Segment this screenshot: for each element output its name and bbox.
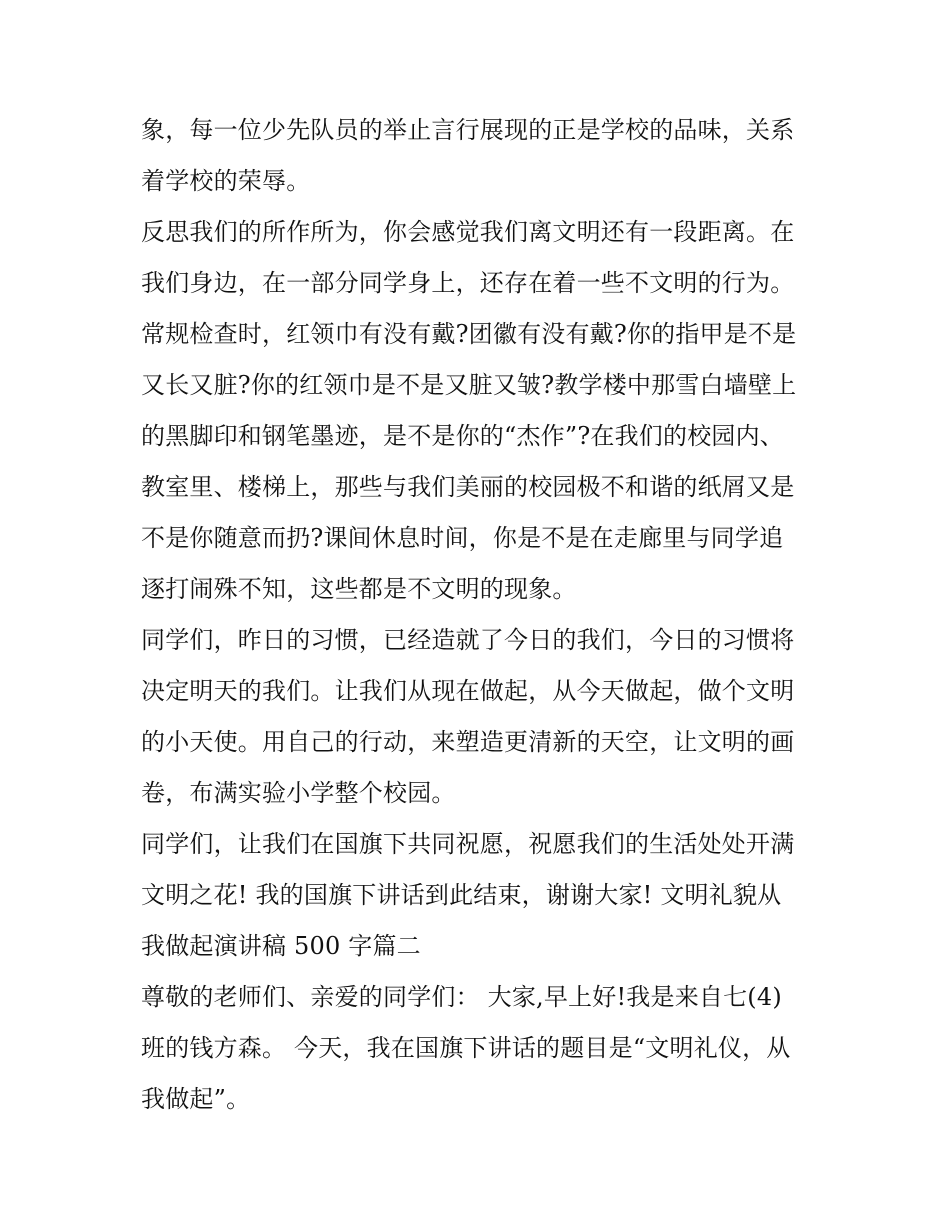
text-line: 教室里、楼梯上，那些与我们美丽的校园极不和谐的纸屑又是 bbox=[141, 473, 795, 501]
text-line: 象，每一位少先队员的举止言行展现的正是学校的品味，关系 bbox=[141, 116, 795, 144]
text-line: 的黑脚印和钢笔墨迹，是不是你的“杰作”?在我们的校园内、 bbox=[141, 422, 785, 450]
document-body bbox=[141, 105, 821, 1125]
text-line: 决定明天的我们。让我们从现在做起，从今天做起，做个文明 bbox=[141, 677, 795, 705]
text-line: 班的钱方森。 今天，我在国旗下讲话的题目是“文明礼仪，从 bbox=[141, 1034, 791, 1062]
text-line: 的小天使。用自己的行动，来塑造更清新的天空，让文明的画 bbox=[141, 728, 795, 756]
text-line: 着学校的荣辱。 bbox=[141, 167, 311, 195]
text-line: 尊敬的老师们、亲爱的同学们： 大家,早上好!我是来自七(4) bbox=[141, 983, 782, 1011]
text-line: 逐打闹殊不知，这些都是不文明的现象。 bbox=[141, 575, 577, 603]
text-line: 我做起”。 bbox=[141, 1085, 251, 1113]
text-line: 我做起演讲稿 500 字篇二 bbox=[141, 932, 421, 960]
text-line: 反思我们的所作所为，你会感觉我们离文明还有一段距离。在 bbox=[141, 218, 795, 246]
text-line: 不是你随意而扔?课间休息时间，你是不是在走廊里与同学追 bbox=[141, 524, 784, 552]
text-line: 同学们，昨日的习惯，已经造就了今日的我们，今日的习惯将 bbox=[141, 626, 795, 654]
text-line: 同学们，让我们在国旗下共同祝愿，祝愿我们的生活处处开满 bbox=[141, 830, 795, 858]
text-line: 又长又脏?你的红领巾是不是又脏又皱?教学楼中那雪白墙壁上 bbox=[141, 371, 797, 399]
text-line: 卷，布满实验小学整个校园。 bbox=[141, 779, 456, 807]
text-line: 常规检查时，红领巾有没有戴?团徽有没有戴?你的指甲是不是 bbox=[141, 320, 797, 348]
text-line: 文明之花! 我的国旗下讲话到此结束，谢谢大家! 文明礼貌从 bbox=[141, 881, 782, 909]
text-line: 我们身边，在一部分同学身上，还存在着一些不文明的行为。 bbox=[141, 269, 795, 297]
